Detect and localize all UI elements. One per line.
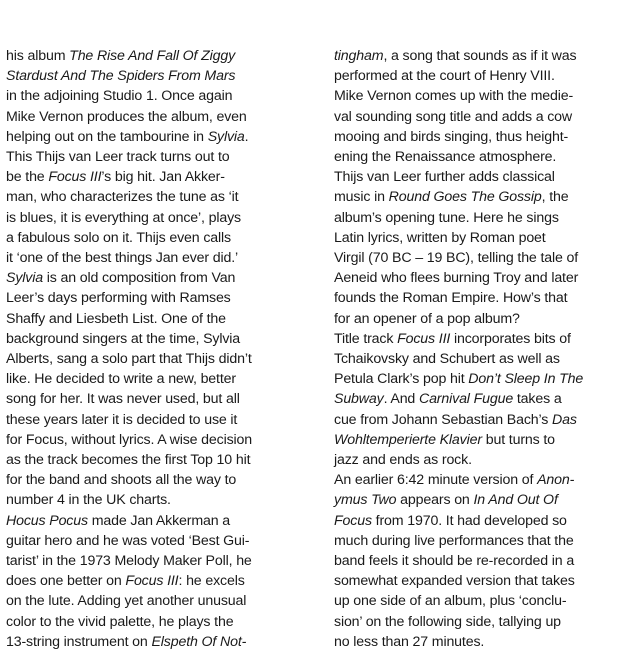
body-text: Virgil (70 BC – 19 BC), telling the tale of [334,250,579,267]
text-line [334,591,640,611]
text-line [6,107,324,127]
body-text: , the [541,189,569,206]
text-line [334,309,640,329]
text-line [6,268,324,288]
text-line [6,228,324,248]
body-text: Aeneid who flees burning Troy and later [334,270,579,287]
body-text: Mike Vernon comes up with the medie- [334,88,574,105]
text-line [334,288,640,308]
italic-title-text: Don’t Sleep In The [468,371,584,388]
text-line [334,329,640,349]
italic-title-text: Focus III [48,169,102,186]
text-line [6,86,324,106]
body-text: . [244,128,249,145]
text-line [334,632,640,652]
body-text: but turns to [481,431,555,448]
text-line [6,389,324,409]
italic-title-text: Round Goes The Gossip [388,189,542,206]
body-text: album’s opening tune. Here he sings [334,209,559,226]
text-line [334,127,640,147]
text-line [334,450,640,470]
italic-title-text: Wohltemperierte Klavier [334,431,482,448]
text-line [334,349,640,369]
text-line [334,551,640,571]
body-text: An earlier 6:42 minute version of [334,472,538,489]
italic-title-text: Subway [334,391,384,408]
text-line [334,167,640,187]
text-line [334,187,640,207]
italic-title-text: Das [551,411,577,428]
italic-title-text: ymus Two [334,492,397,509]
body-text: . And [383,391,419,408]
body-text: appears on [396,492,474,509]
body-text: as the track becomes the first Top 10 hit [6,452,251,469]
body-text: Alberts, sang a solo part that Thijs didn’t [6,351,252,368]
body-text: tarist’ in the 1973 Melody Maker Poll, he [6,553,252,570]
text-line [334,147,640,167]
text-line [334,430,640,450]
text-line [6,430,324,450]
body-text: helping out on the tambourine in [6,128,208,145]
body-text: number 4 in the UK charts. [6,492,171,509]
body-text: from 1970. It had developed so [371,512,567,529]
body-text: for an opener of a pop album? [334,310,520,327]
body-text: music in [334,189,389,206]
text-line [334,268,640,288]
italic-title-text: In And Out Of [473,492,558,509]
body-text: much during live performances that the [334,532,574,549]
text-line [334,208,640,228]
text-line [6,410,324,430]
body-text: performed at the court of Henry VIII. [334,68,555,85]
body-text: guitar hero and he was voted ‘Best Gui- [6,532,250,549]
text-line [334,531,640,551]
body-text: Thijs van Leer further adds classical [334,169,555,186]
body-text: background singers at the time, Sylvia [6,330,241,347]
italic-title-text: Hocus Pocus [6,512,88,529]
body-text: sion’ on the following side, tallying up [334,613,561,630]
text-line [6,511,324,531]
text-line [334,66,640,86]
body-text: mooing and birds singing, thus height- [334,128,569,145]
body-text: jazz and ends as rock. [334,452,472,469]
body-text: This Thijs van Leer track turns out to [6,149,230,166]
body-text: his album [6,48,70,64]
body-text: val sounding song title and adds a cow [334,108,573,125]
text-line [6,208,324,228]
body-text: , a song that sounds as if it was [383,48,577,64]
body-text: founds the Roman Empire. How’s that [334,290,568,307]
text-line [6,288,324,308]
italic-title-text: tingham [334,48,384,64]
italic-title-text: Sylvia [6,270,43,287]
italic-title-text: Focus III [397,330,451,347]
body-text: ’s big hit. Jan Akker- [101,169,225,186]
body-text: Latin lyrics, written by Roman poet [334,229,546,246]
text-line [6,187,324,207]
italic-title-text: Focus [334,512,372,529]
text-line [334,107,640,127]
text-line [6,349,324,369]
text-line [334,369,640,389]
text-line [6,329,324,349]
body-text: incorporates bits of [450,330,571,347]
text-line [334,470,640,490]
body-text: band feels it should be re-recorded in a [334,553,575,570]
body-text: man, who characterizes the tune as ‘it [6,189,239,206]
text-line [6,369,324,389]
body-text: on the lute. Adding yet another unusual [6,593,247,610]
body-text: Title track [334,330,398,347]
text-line [6,470,324,490]
text-line [334,571,640,591]
body-text: color to the vivid palette, he plays the [6,613,234,630]
right-text-column [334,46,640,652]
body-text: a fabulous solo on it. Thijs even calls [6,229,231,246]
body-text: it ‘one of the best things Jan ever did.’ [6,250,239,267]
body-text: Petula Clark’s pop hit [334,371,469,388]
text-line [334,248,640,268]
text-line [6,309,324,329]
body-text: is an old composition from Van [42,270,236,287]
text-line [334,511,640,531]
text-line [6,450,324,470]
text-line [6,531,324,551]
body-text: in the adjoining Studio 1. Once again [6,88,233,105]
italic-title-text: Stardust And The Spiders From Mars [6,68,236,85]
text-line [334,410,640,430]
italic-title-text: Anon- [537,472,575,489]
body-text: for the band and shoots all the way to [6,472,237,489]
italic-title-text: Elspeth Of Not- [151,633,247,650]
body-text: these years later it is decided to use it [6,411,238,428]
body-text: Mike Vernon produces the album, even [6,108,247,125]
text-line [334,389,640,409]
text-line [6,127,324,147]
body-text: : he excels [178,573,245,590]
body-text: takes a [513,391,562,408]
body-text: song for her. It was never used, but all [6,391,240,408]
text-line [6,612,324,632]
text-line [6,571,324,591]
body-text: Shaffy and Liesbeth List. One of the [6,310,226,327]
text-line [6,66,324,86]
body-text: up one side of an album, plus ‘conclu- [334,593,567,610]
italic-title-text: Focus III [125,573,179,590]
body-text: made Jan Akkerman a [87,512,231,529]
body-text: for Focus, without lyrics. A wise decision [6,431,253,448]
body-text: does one better on [6,573,126,590]
text-line [334,86,640,106]
text-line [6,591,324,611]
body-text: somewhat expanded version that takes [334,573,575,590]
text-line [6,551,324,571]
body-text: be the [6,169,49,186]
body-text: Tchaikovsky and Schubert as well as [334,351,560,368]
body-text: like. He decided to write a new, better [6,371,236,388]
body-text: is blues, it is everything at once’, plays [6,209,242,226]
text-line [334,490,640,510]
text-line [334,46,640,66]
italic-title-text: Sylvia [207,128,245,145]
text-line [6,46,324,66]
body-text: cue from Johann Sebastian Bach’s [334,411,552,428]
text-line [334,612,640,632]
text-line [6,147,324,167]
body-text: Leer’s days performing with Ramses [6,290,231,307]
italic-title-text: Carnival Fugue [418,391,514,408]
text-line [6,632,324,652]
italic-title-text: The Rise And Fall Of Ziggy [69,48,236,64]
text-line [6,167,324,187]
body-text: no less than 27 minutes. [334,633,485,650]
left-text-column [6,46,324,652]
text-line [334,228,640,248]
text-line [6,490,324,510]
text-line [6,248,324,268]
body-text: 13-string instrument on [6,633,152,650]
body-text: ening the Renaissance atmosphere. [334,149,557,166]
